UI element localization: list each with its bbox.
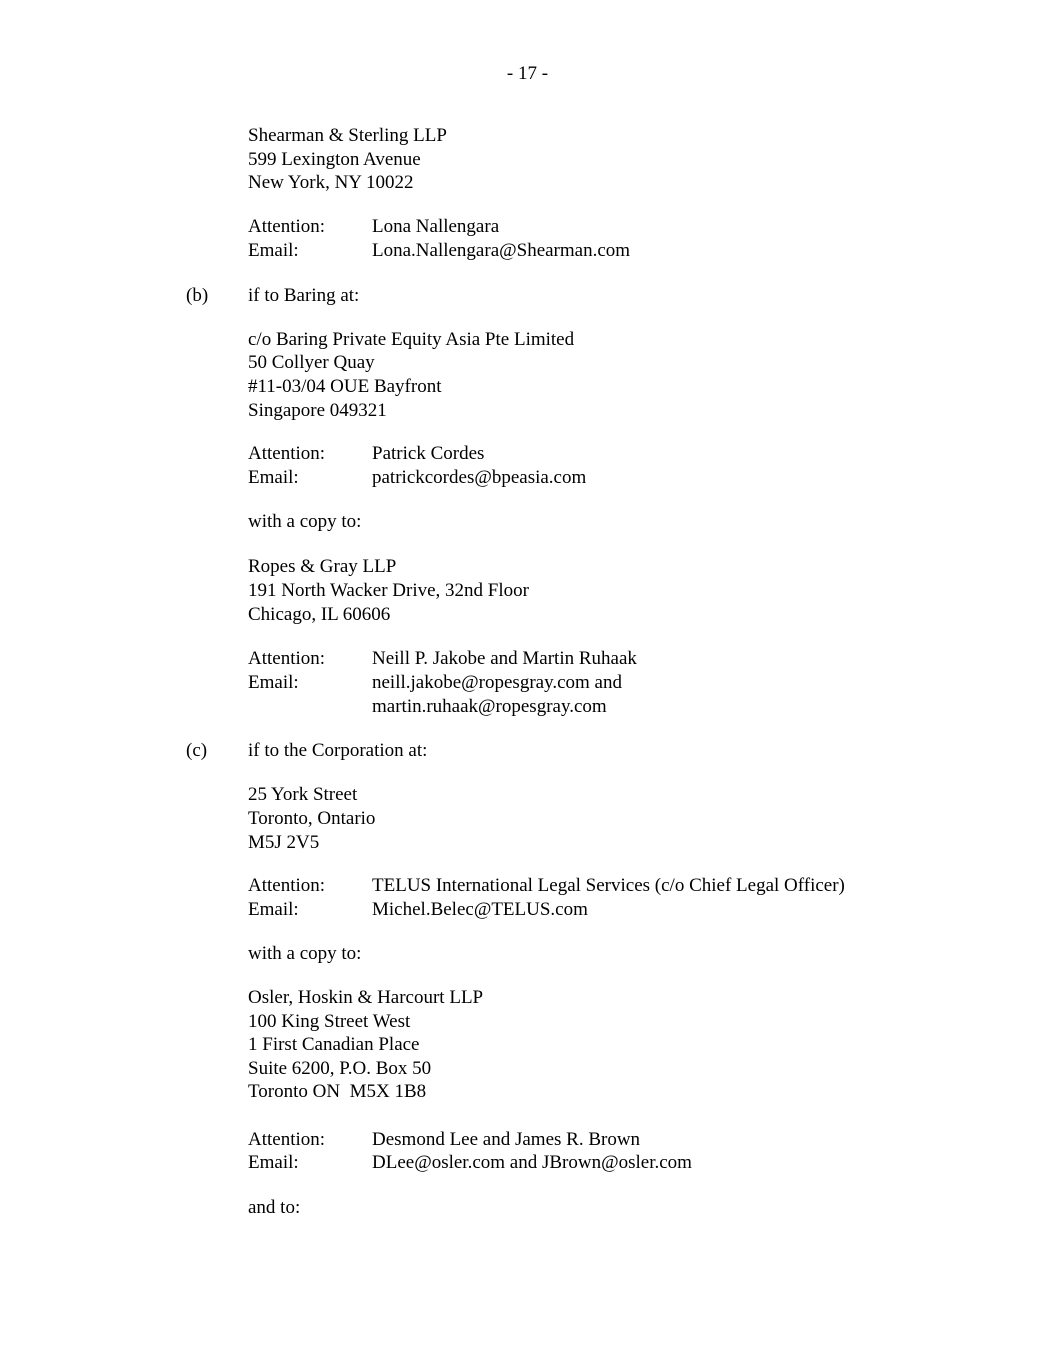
- address-line: Chicago, IL 60606: [248, 604, 391, 625]
- address-line: c/o Baring Private Equity Asia Pte Limited: [248, 329, 575, 350]
- attention-value: Lona Nallengara: [372, 216, 500, 237]
- section-heading-b: if to Baring at:: [248, 285, 360, 306]
- attention-label: Attention:: [248, 216, 326, 237]
- email-label: Email:: [248, 899, 299, 920]
- address-line: 100 King Street West: [248, 1011, 411, 1032]
- email-value: DLee@osler.com and JBrown@osler.com: [372, 1152, 692, 1173]
- email-label: Email:: [248, 240, 299, 261]
- attention-label: Attention:: [248, 648, 326, 669]
- address-line: Toronto ON M5X 1B8: [248, 1081, 427, 1102]
- address-line: 25 York Street: [248, 784, 358, 805]
- email-value: Lona.Nallengara@Shearman.com: [372, 240, 631, 261]
- address-line: Ropes & Gray LLP: [248, 556, 397, 577]
- attention-value: Patrick Cordes: [372, 443, 485, 464]
- attention-label: Attention:: [248, 1129, 326, 1150]
- address-line: Osler, Hoskin & Harcourt LLP: [248, 987, 484, 1008]
- email-value: neill.jakobe@ropesgray.com and: [372, 672, 622, 693]
- email-label: Email:: [248, 1152, 299, 1173]
- email-value: martin.ruhaak@ropesgray.com: [372, 696, 607, 717]
- page-number: - 17 -: [506, 63, 549, 84]
- address-line: M5J 2V5: [248, 832, 320, 853]
- address-line: 599 Lexington Avenue: [248, 149, 421, 170]
- email-value: Michel.Belec@TELUS.com: [372, 899, 588, 920]
- attention-label: Attention:: [248, 443, 326, 464]
- section-label-b: (b): [186, 285, 209, 306]
- address-line: 191 North Wacker Drive, 32nd Floor: [248, 580, 529, 601]
- attention-label: Attention:: [248, 875, 326, 896]
- attention-value: Desmond Lee and James R. Brown: [372, 1129, 641, 1150]
- section-heading-c: if to the Corporation at:: [248, 740, 428, 761]
- address-line: Shearman & Sterling LLP: [248, 125, 447, 146]
- address-line: 1 First Canadian Place: [248, 1034, 420, 1055]
- copy-heading: with a copy to:: [248, 943, 362, 964]
- email-label: Email:: [248, 672, 299, 693]
- address-line: New York, NY 10022: [248, 172, 414, 193]
- address-line: Toronto, Ontario: [248, 808, 376, 829]
- address-line: Suite 6200, P.O. Box 50: [248, 1058, 432, 1079]
- attention-value: TELUS International Legal Services (c/o Chief Legal Officer): [372, 875, 845, 896]
- address-line: 50 Collyer Quay: [248, 352, 375, 373]
- and-to-heading: and to:: [248, 1197, 301, 1218]
- copy-heading: with a copy to:: [248, 511, 362, 532]
- address-line: Singapore 049321: [248, 400, 387, 421]
- email-value: patrickcordes@bpeasia.com: [372, 467, 587, 488]
- section-label-c: (c): [186, 740, 208, 761]
- address-line: #11-03/04 OUE Bayfront: [248, 376, 442, 397]
- email-label: Email:: [248, 467, 299, 488]
- attention-value: Neill P. Jakobe and Martin Ruhaak: [372, 648, 637, 669]
